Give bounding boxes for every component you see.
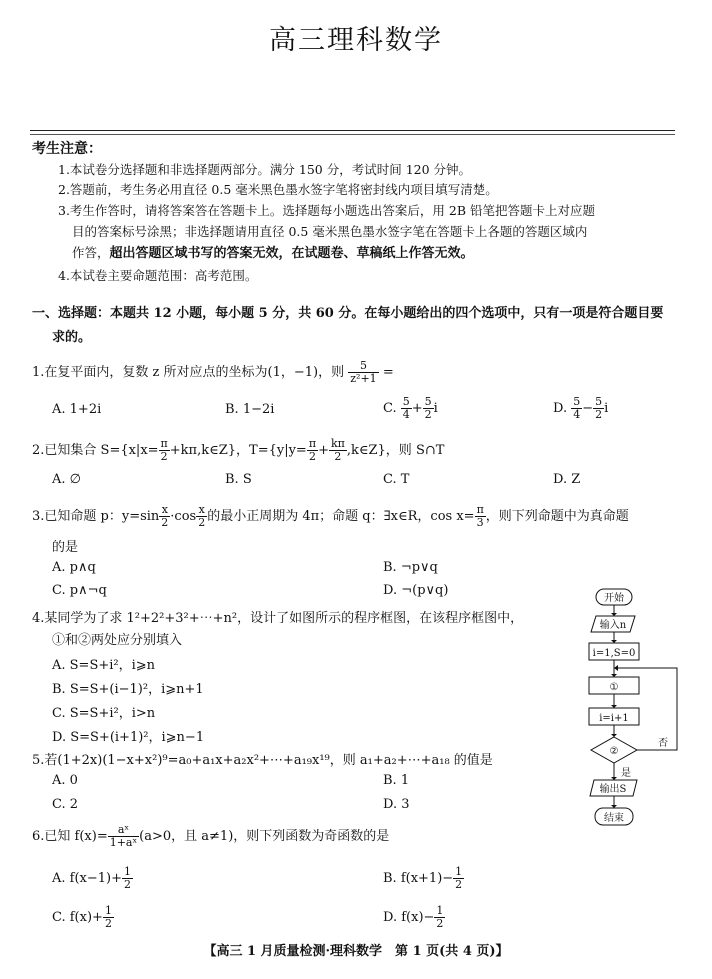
notice-item-3-tail: 作答， [72,245,110,260]
notice-heading: 考生注意： [32,141,102,157]
q6-d-frac [434,905,445,930]
q4-stem-cont: ①和②两处应分别填入 [52,633,183,648]
q6-stem-pre: 6.已知 f(x)= [32,829,108,844]
q6-stem-post: (a>0，且 a≠1)，则下列函数为奇函数的是 [139,829,390,844]
q1-frac-den: z²+1 [350,372,377,385]
q6-a-den: 2 [124,878,131,891]
notice-item-3-end [72,243,474,264]
q6-c-frac [103,905,114,930]
q2-frac3 [329,438,347,463]
q1-c-frac1 [401,396,412,421]
q2-option-d: D. Z [553,472,581,487]
q6-a-num: 1 [124,865,131,878]
q5-stem: 5.若(1+2x)(1−x+x²)⁹=a₀+a₁x+a₂x²+⋯+a₁₉x¹⁹，则 a₁+a₂+⋯+a₁₈ 的值是 [32,753,493,768]
q3-f2-den: 2 [198,516,206,529]
q6-d-num: 1 [436,904,444,917]
flow-arrowhead-loop [614,665,618,671]
flow-init-label: i=1,S=0 [592,648,636,659]
flow-start-label: 开始 [604,593,624,604]
q3-stem [32,504,629,529]
q6-d-den: 2 [436,917,444,930]
q2-f2-num: π [308,437,317,450]
q2-frac1 [159,438,170,463]
section-heading-cont: 求的。 [52,330,92,345]
q3-f1-den: 2 [161,516,169,529]
notice-item-3-cont: 目的答案标号涂黑；非选择题请用直径 0.5 毫米黑色墨水签字笔在答题卡上各题的答题区域内 [72,224,588,239]
notice-item-4: 4.本试卷主要命题范围：高考范围。 [58,268,258,283]
q1-fraction [348,360,378,385]
notice-warning: 超出答题区域书写的答案无效，在试题卷、草稿纸上作答无效。 [109,246,474,261]
q6-f-num: aˣ [108,824,139,837]
q4-option-a: A. S=S+i²，i⩾n [52,658,156,673]
flow-arrowhead-5 [611,734,617,737]
q1-option-a: A. 1+2i [52,402,102,417]
q1-option-b: B. 1−2i [225,402,275,417]
q6-fraction [108,824,139,849]
q6-stem [32,824,389,849]
flow-output-label: 输出S [599,784,627,795]
q6-option-b [383,866,464,891]
q6-a-frac [122,866,133,891]
q2-f3-den: 2 [334,450,342,463]
q2-frac2 [307,438,318,463]
notice-item-3: 3.考生作答时，请将答案答在答题卡上。选择题每小题选出答案后，用 2B 铅笔把答题卡上对应题 [58,203,596,218]
q1-tail: = [382,365,394,380]
q3-f3-den: 3 [476,516,484,529]
header-rule [30,130,675,131]
flowchart [575,585,705,830]
q6-b-pre: B. f(x+1)− [383,871,454,886]
q2-option-c: C. T [383,472,410,487]
q4-option-c: C. S=S+i²，i>n [52,706,156,721]
q6-a-pre: A. f(x−1)+ [52,871,122,886]
q2-option-a: A. ∅ [52,472,81,487]
q1-stem [32,360,394,385]
q3-option-c: C. p∧¬q [52,583,107,598]
q1-frac-num: 5 [348,360,378,373]
q3-f3-num: π [476,503,484,516]
q1-c-f1-num: 5 [402,395,410,408]
flow-step1-label: ① [609,682,619,693]
q1-d-tail: i [604,401,609,416]
q5-option-c: C. 2 [52,797,79,812]
q4-stem: 4.某同学为了求 1²+2²+3²+⋯+n²，设计了如图所示的程序框图，在该程序框图中， [32,611,524,626]
section-heading: 一、选择题：本题共 12 小题，每小题 5 分，共 60 分。在每小题给出的四个选项中，只有一项是符合题目要 [32,306,664,321]
q2-option-b: B. S [225,472,252,487]
q4-option-d: D. S=S+(i+1)²，i⩾n−1 [52,730,205,745]
q2-f1-num: π [160,437,168,450]
q3-f1-num: x [159,504,170,517]
q1-c-f2-num: 5 [424,395,432,408]
q1-stem-text: 1.在复平面内，复数 z 所对应点的坐标为(1，−1)，则 [32,365,345,380]
page-footer: 【高三 1 月质量检测·理科数学 第 1 页(共 4 页)】 [203,944,509,959]
q1-d-prefix: D. [553,401,568,416]
q6-option-a [52,866,133,891]
page-title: 高三理科数学 [269,25,443,56]
q1-c-op: + [411,401,423,416]
q2-f2-den: 2 [308,450,316,463]
q1-d-op: − [582,401,594,416]
q1-c-f2-den: 2 [424,408,432,421]
q1-c-tail: i [433,401,438,416]
q6-b-den: 2 [455,878,463,891]
q1-option-d [553,396,608,421]
q1-d-f2-num: 5 [595,395,603,408]
q6-b-num: 1 [455,865,463,878]
q2-f1-den: 2 [160,450,168,463]
flow-incr-label: i=i+1 [599,713,629,724]
q5-option-d: D. 3 [383,797,410,812]
q6-c-pre: C. f(x)+ [52,910,103,925]
q6-c-den: 2 [104,917,112,930]
q2-f3-num: kπ [330,437,345,450]
notice-item-1: 1.本试卷分选择题和非选择题两部分。满分 150 分，考试时间 120 分钟。 [58,162,472,177]
q6-d-pre: D. f(x)− [383,910,435,925]
q3-f2-num: x [196,504,207,517]
q4-option-b: B. S=S+(i−1)²，i⩾n+1 [52,682,204,697]
q1-d-f1-num: 5 [573,395,581,408]
q1-option-c [383,396,438,421]
flow-yes-label: 是 [621,768,631,779]
q6-b-frac [453,866,464,891]
q2-mid1: +kπ,k∈Z}，T={y|y= [169,443,307,458]
q6-option-d [383,905,445,930]
flow-cond-label: ② [609,746,619,757]
q3-frac3 [475,504,486,529]
flow-no-label: 否 [658,738,668,749]
q3-option-d: D. ¬(p∨q) [383,583,449,598]
q1-d-f1-den: 4 [573,408,581,421]
q3-stem-text: 3.已知命题 p：y=sin [32,509,160,524]
q6-c-num: 1 [104,904,112,917]
q2-stem [32,438,444,463]
q2-stem-text: 2.已知集合 S={x|x= [32,443,159,458]
q3-frac1 [159,504,170,529]
q2-tail: ,k∈Z}，则 S∩T [346,443,445,458]
q1-c-frac2 [423,396,434,421]
q3-stem-cont: 的是 [52,540,79,555]
q5-option-a: A. 0 [52,773,78,788]
q3-frac2 [196,504,207,529]
q1-d-frac1 [571,396,582,421]
flow-input-label: 输入n [599,620,627,631]
q2-mid2: + [318,443,329,458]
q1-c-prefix: C. [383,401,397,416]
q5-option-b: B. 1 [383,773,410,788]
q1-d-frac2 [593,396,604,421]
q3-mid2: 的最小正周期为 4π；命题 q：∃x∈R，cos x= [207,509,475,524]
header-rule-thin [30,134,675,135]
q3-option-b: B. ¬p∨q [383,560,438,575]
notice-item-2: 2.答题前，考生务必用直径 0.5 毫米黑色墨水签字笔将密封线内项目填写清楚。 [58,182,498,197]
q6-f-den: 1+aˣ [109,836,138,849]
q1-d-f2-den: 2 [595,408,603,421]
q3-tail: ，则下列命题中为真命题 [485,509,629,524]
flow-end-label: 结束 [604,813,624,824]
q3-option-a: A. p∧q [52,560,96,575]
q6-option-c [52,905,114,930]
q3-mid1: ·cos [170,509,197,524]
q1-c-f1-den: 4 [402,408,410,421]
